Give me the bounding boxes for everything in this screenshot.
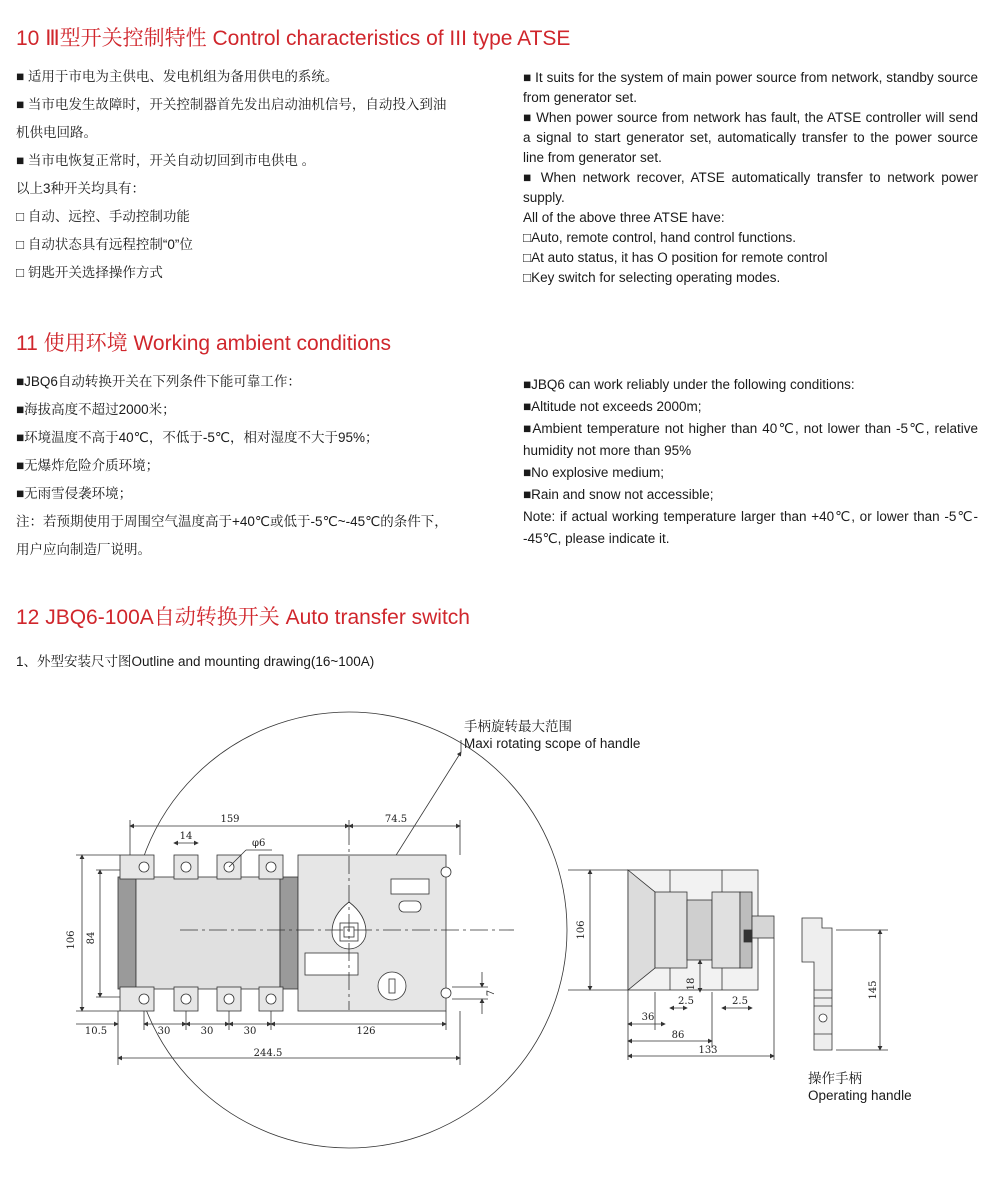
dim-label: 145 xyxy=(868,980,879,1000)
side-view xyxy=(628,870,774,990)
section-10-title: 10 Ⅲ型开关控制特性 Control characteristics of III type ATSE xyxy=(16,27,571,50)
dim-label: 159 xyxy=(220,814,240,825)
scope-caption-zh: 手柄旋转最大范围 xyxy=(464,719,572,734)
controller-body xyxy=(298,855,446,1011)
dim-label: 133 xyxy=(698,1045,718,1056)
dim-label: 86 xyxy=(671,1030,685,1041)
dim-label: 36 xyxy=(641,1012,655,1023)
text-line: 机供电回路。 xyxy=(16,125,97,140)
dim-label: 84 xyxy=(86,931,97,945)
dim-label: 30 xyxy=(200,1026,214,1037)
middle-block xyxy=(280,877,298,989)
text-line: □Key switch for selecting operating modes. xyxy=(523,270,781,285)
text-line: Note: if actual working temperature larger than +40℃, or lower than -5℃--45℃, please indicate it. xyxy=(523,509,978,546)
dim-label: 30 xyxy=(157,1026,171,1037)
text-line: ■ It suits for the system of main power source from network, standby source from generator set. xyxy=(523,70,978,105)
text-line: All of the above three ATSE have: xyxy=(523,210,725,225)
text-line: □Auto, remote control, hand control functions. xyxy=(523,230,797,245)
dim-label: 7 xyxy=(486,989,497,997)
text-line: □At auto status, it has O position for remote control xyxy=(523,250,828,265)
outline-mounting-drawing xyxy=(0,690,1000,1178)
dim-label: 10.5 xyxy=(84,1026,108,1037)
text-line: ■海拔高度不超过2000米； xyxy=(16,402,176,417)
text-line: ■Rain and snow not accessible; xyxy=(523,487,714,502)
dim-label: 14 xyxy=(179,831,193,842)
text-line: ■无雨雪侵袭环境； xyxy=(16,486,133,501)
handle-caption-zh: 操作手柄 xyxy=(808,1071,862,1086)
text-line: 以上3种开关均具有： xyxy=(16,181,146,196)
dim-label: 74.5 xyxy=(384,814,408,825)
text-line: ■Ambient temperature not higher than 40℃, not lower than -5℃, relative humidity not more than 95% xyxy=(523,421,978,458)
text-line: 注：若预期使用于周围空气温度高于+40℃或低于-5℃~-45℃的条件下， xyxy=(16,514,448,529)
label-plate xyxy=(305,953,358,975)
text-line: 用户应向制造厂说明。 xyxy=(16,542,151,557)
text-line: ■环境温度不高于40℃，不低于-5℃，相对湿度不大于95%； xyxy=(16,430,379,445)
dim-label: 2.5 xyxy=(678,996,694,1007)
text-line: ■ When power source from network has fault, the ATSE controller will send a signal to start generator set, automatically transfer to the power source line from generator set. xyxy=(523,110,978,165)
dim-label: 106 xyxy=(66,930,77,950)
display-window xyxy=(391,879,429,894)
scope-caption-en: Maxi rotating scope of handle xyxy=(464,736,641,751)
text-line: □ 钥匙开关选择操作方式 xyxy=(16,265,163,280)
text-line: ■ 当市电发生故障时，开关控制器首先发出启动油机信号，自动投入到油 xyxy=(16,97,447,112)
section-11-en xyxy=(523,374,978,550)
section-12-title: 12 JBQ6-100A自动转换开关 Auto transfer switch xyxy=(16,606,470,629)
left-side-block xyxy=(118,877,136,989)
drawing-subtitle: 1、外型安装尺寸图Outline and mounting drawing(16~100A) xyxy=(16,654,375,669)
switch-body xyxy=(136,877,280,989)
text-line: ■No explosive medium; xyxy=(523,465,664,480)
text-line: ■Altitude not exceeds 2000m; xyxy=(523,399,702,414)
dim-label: 30 xyxy=(243,1026,257,1037)
dim-label: 2.5 xyxy=(732,996,748,1007)
indicator-slot xyxy=(399,901,421,912)
dim-label: 18 xyxy=(686,977,697,991)
section-11-title: 11 使用环境 Working ambient conditions xyxy=(16,332,392,355)
text-line: ■ 当市电恢复正常时，开关自动切回到市电供电 。 xyxy=(16,153,316,168)
text-line: ■JBQ6 can work reliably under the following conditions: xyxy=(523,377,855,392)
dim-label: φ6 xyxy=(252,838,266,849)
text-line: ■ When network recover, ATSE automatically transfer to network power supply. xyxy=(523,170,978,205)
text-line: ■无爆炸危险介质环境； xyxy=(16,458,160,473)
section-10-en xyxy=(523,68,978,288)
operating-handle-drawing xyxy=(802,918,832,1050)
key-switch xyxy=(378,972,406,1000)
section-11-zh xyxy=(16,368,496,564)
text-line: ■ 适用于市电为主供电、发电机组为备用供电的系统。 xyxy=(16,69,339,84)
dim-label: 244.5 xyxy=(253,1048,283,1059)
handle-caption-en: Operating handle xyxy=(808,1088,912,1103)
dim-label: 126 xyxy=(356,1026,376,1037)
text-line: □ 自动、远控、手动控制功能 xyxy=(16,209,190,224)
section-10-zh xyxy=(16,63,496,287)
dim-label: 106 xyxy=(576,920,587,940)
text-line: ■JBQ6自动转换开关在下列条件下能可靠工作： xyxy=(16,374,301,389)
text-line: □ 自动状态具有远程控制“0”位 xyxy=(16,237,193,252)
